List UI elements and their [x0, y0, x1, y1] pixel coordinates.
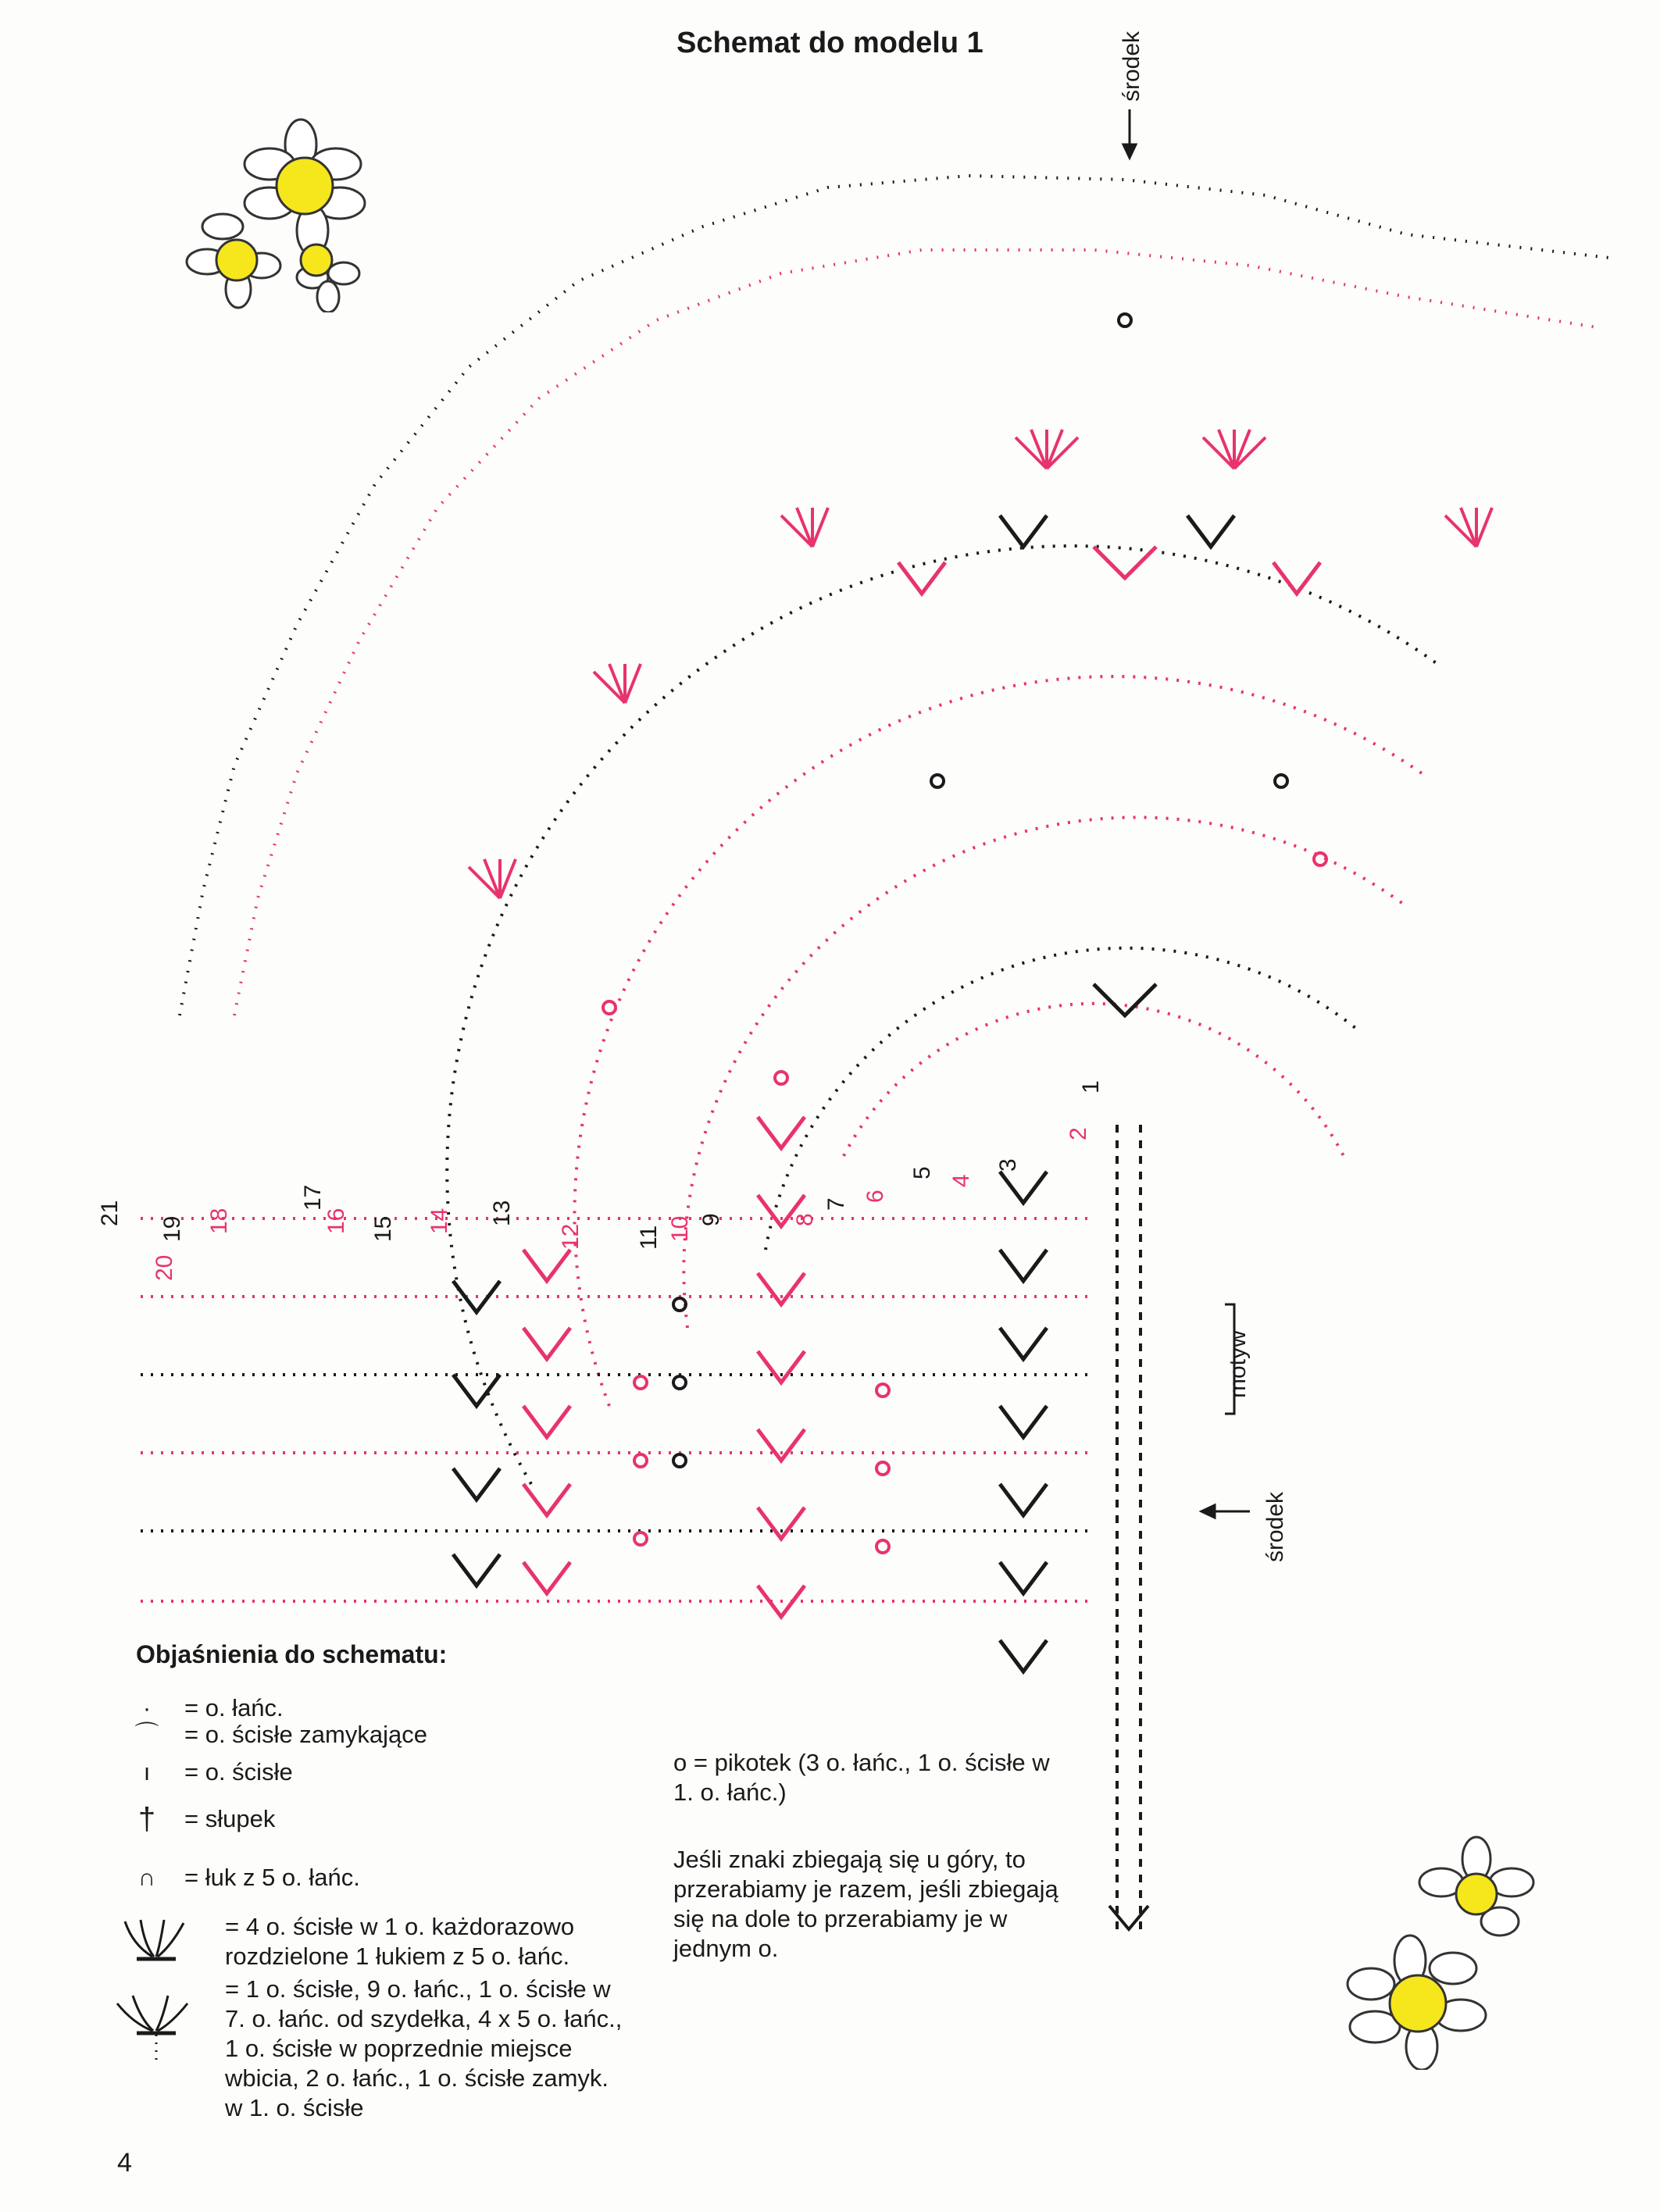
row-number: 3	[995, 1158, 1021, 1172]
dagger-icon: †	[137, 1802, 156, 1836]
loop-icon: ∩	[137, 1864, 156, 1891]
center-label-right: środek	[1262, 1491, 1288, 1562]
motif-label: motyw	[1225, 1330, 1251, 1398]
picot-icon: o	[673, 1749, 694, 1776]
page-title: Schemat do modelu 1	[676, 27, 984, 59]
legend-item: ⌒ = o. ścisłe zamykające	[109, 1720, 427, 1750]
picot-fan-icon	[102, 1988, 211, 2074]
center-column	[1117, 1125, 1141, 1929]
daisy-cluster-top-left	[176, 117, 379, 312]
inner-edge-pink	[234, 250, 1601, 1015]
row-number: 12	[558, 1223, 584, 1250]
picot-description: o = pikotek (3 o. łańc., 1 o. ścisłe w 1. o. łańc.)	[673, 1749, 1050, 1806]
center-label-top: środek	[1119, 30, 1144, 102]
bar-icon: ı	[143, 1758, 151, 1786]
rule-note: Jeśli znaki zbiegają się u góry, to przerabiamy je razem, jeśli zbiegają się na dole to przerabiamy je w jednym o.	[673, 1846, 1058, 1962]
outer-edge	[180, 176, 1609, 1015]
row-number-labels	[97, 1080, 1104, 1281]
arch-small-icon: ⌒	[134, 1721, 159, 1748]
legend-item: · = o. łańc.	[109, 1693, 284, 1723]
fan-description: = 4 o. ścisłe w 1 o. każdorazowo rozdzielone 1 łukiem z 5 o. łańc.	[225, 1913, 575, 1970]
row-number: 7	[823, 1197, 849, 1211]
row-number: 21	[97, 1200, 123, 1226]
picots	[603, 853, 1326, 1553]
legend-item: ı = o. ścisłe	[109, 1757, 293, 1787]
row-number: 10	[667, 1215, 693, 1242]
row-number: 15	[370, 1215, 396, 1242]
picot-fan-description: = 1 o. ścisłe, 9 o. łańc., 1 o. ścisłe w 7. o. łańc. od szydełka, 4 x 5 o. łańc., 1 o. ścisłe w poprzednie miejsce wbicia, 2 o. łańc., 1 o. ścisłe zamyk. w 1. o. ścisłe	[225, 1975, 623, 2121]
center-arrow-top	[1123, 109, 1136, 158]
fans-pink	[469, 430, 1492, 898]
row-number: 14	[427, 1208, 452, 1234]
row-number: 8	[792, 1213, 818, 1226]
row-number: 4	[948, 1174, 974, 1187]
center-bottom	[1109, 1906, 1148, 1929]
fan-icon	[109, 1914, 203, 1968]
legend-item: † = słupek	[109, 1804, 275, 1834]
daisy-cluster-bottom-right	[1344, 1836, 1547, 2070]
dot-icon: ·	[142, 1694, 152, 1721]
row-number: 5	[909, 1166, 935, 1179]
row-number: 19	[159, 1215, 185, 1242]
v-shells-black	[453, 516, 1234, 1671]
row-number: 9	[698, 1213, 724, 1226]
round-arcs	[447, 546, 1437, 1484]
row-number: 2	[1066, 1127, 1091, 1140]
row-number: 13	[489, 1200, 515, 1226]
row-number: 16	[323, 1208, 349, 1234]
center-arrow-right	[1201, 1505, 1250, 1518]
page-number: 4	[117, 2148, 132, 2178]
legend-heading: Objaśnienia do schematu:	[136, 1640, 448, 1668]
row-columns	[141, 1215, 1094, 1601]
row-number: 6	[862, 1190, 888, 1203]
picots-black	[673, 314, 1287, 1467]
legend-item: ∩ = łuk z 5 o. łańc.	[109, 1863, 360, 1893]
row-number: 1	[1078, 1080, 1104, 1094]
row-number: 11	[636, 1225, 662, 1250]
row-number: 18	[206, 1208, 232, 1234]
row-number: 20	[152, 1254, 177, 1281]
row-number: 17	[300, 1184, 326, 1211]
